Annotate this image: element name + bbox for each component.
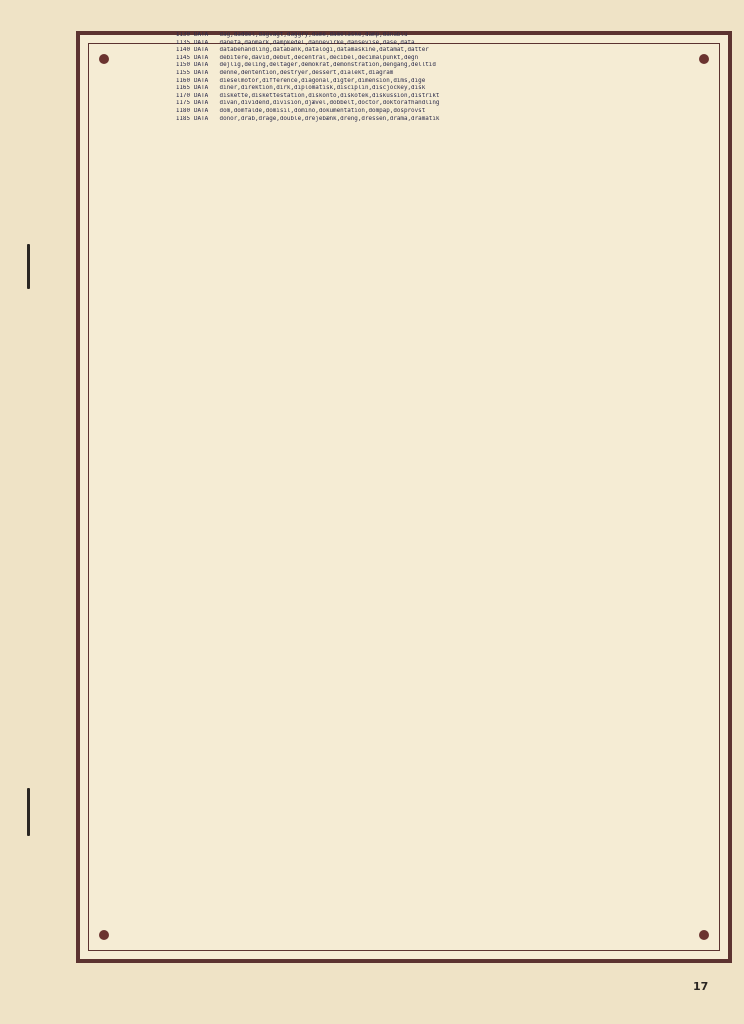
data-values: debitere,david,debut,decentral,decibel,decimalpunkt,degn — [219, 54, 419, 61]
data-values: dejlig,deling,deltager,demokrat,demonstration,dengang,delltid — [219, 62, 436, 69]
data-keyword: DATA — [194, 47, 209, 54]
binder-hole-upper — [27, 244, 30, 289]
data-values: databehandling,databank,datalogi,datamaskine,datamat,datter — [219, 47, 429, 54]
page-number: 17 — [693, 980, 709, 993]
page-frame-inner-rule — [88, 43, 720, 951]
data-keyword: DATA — [194, 92, 209, 99]
listing-line — [166, 100, 666, 108]
data-values: dom,domfalde,domisil,domino,dokumentation,dompap,dosprovst — [219, 108, 426, 115]
data-keyword: DATA — [194, 108, 209, 115]
data-keyword: DATA — [194, 85, 209, 92]
line-number: 1155 — [175, 70, 190, 77]
corner-dot-top-right — [699, 54, 709, 64]
data-keyword: DATA — [194, 115, 209, 122]
listing-line — [166, 78, 666, 86]
line-number: 1150 — [175, 62, 190, 69]
data-values: donor,drab,drage,double,drejebænk,dreng,dressen,drama,dramatik — [219, 115, 440, 122]
line-number: 1185 — [175, 115, 190, 122]
corner-dot-bottom-left — [99, 930, 109, 940]
line-number: 1140 — [175, 47, 190, 54]
listing-line — [166, 108, 666, 116]
listing-line — [166, 47, 666, 55]
data-keyword: DATA — [194, 32, 209, 38]
data-values: dieselmotor,difference,diagonal,digter,dimension,dims,dige — [219, 77, 426, 84]
listing-line — [166, 62, 666, 70]
data-keyword: DATA — [194, 39, 209, 46]
data-keyword: DATA — [194, 70, 209, 77]
line-number: 1175 — [175, 100, 190, 107]
listing-line — [166, 116, 666, 124]
line-number: 1160 — [175, 77, 190, 84]
listing-line — [166, 40, 666, 48]
line-number: 1170 — [175, 92, 190, 99]
line-number: 1130 — [175, 32, 190, 38]
data-values: divan,dividend,division,djævel,dobbelt,doctor,doktorafhandling — [219, 100, 440, 107]
data-keyword: DATA — [194, 62, 209, 69]
line-number: 1145 — [175, 54, 190, 61]
corner-dot-top-left — [99, 54, 109, 64]
binder-hole-lower — [27, 788, 30, 836]
listing-line — [166, 85, 666, 93]
corner-dot-bottom-right — [699, 930, 709, 940]
basic-data-listing — [166, 32, 666, 123]
data-values: dag,daddel,dagvagt,daggry,dame,damelaske,damp,danablu — [219, 32, 408, 38]
data-keyword: DATA — [194, 54, 209, 61]
listing-line — [166, 55, 666, 63]
data-values: diskette,diskettestation,diskonto,diskotek,diskussion,distrikt — [219, 92, 440, 99]
line-number: 1165 — [175, 85, 190, 92]
page-frame — [76, 31, 732, 963]
line-number: 1180 — [175, 108, 190, 115]
listing-line — [166, 70, 666, 78]
data-keyword: DATA — [194, 100, 209, 107]
line-number: 1135 — [175, 39, 190, 46]
listing-line — [166, 32, 666, 40]
listing-line — [166, 93, 666, 101]
data-values: denne,dentention,destryer,dessert,dialekt,diagram — [219, 70, 394, 77]
data-keyword: DATA — [194, 77, 209, 84]
data-values: diner,direktion,dirk,diplomatisk,disciplin,discjockey,disk — [219, 85, 426, 92]
data-values: danefa,danmark,dampkedel,dannevirke,dansevise,dase,data — [219, 39, 415, 46]
